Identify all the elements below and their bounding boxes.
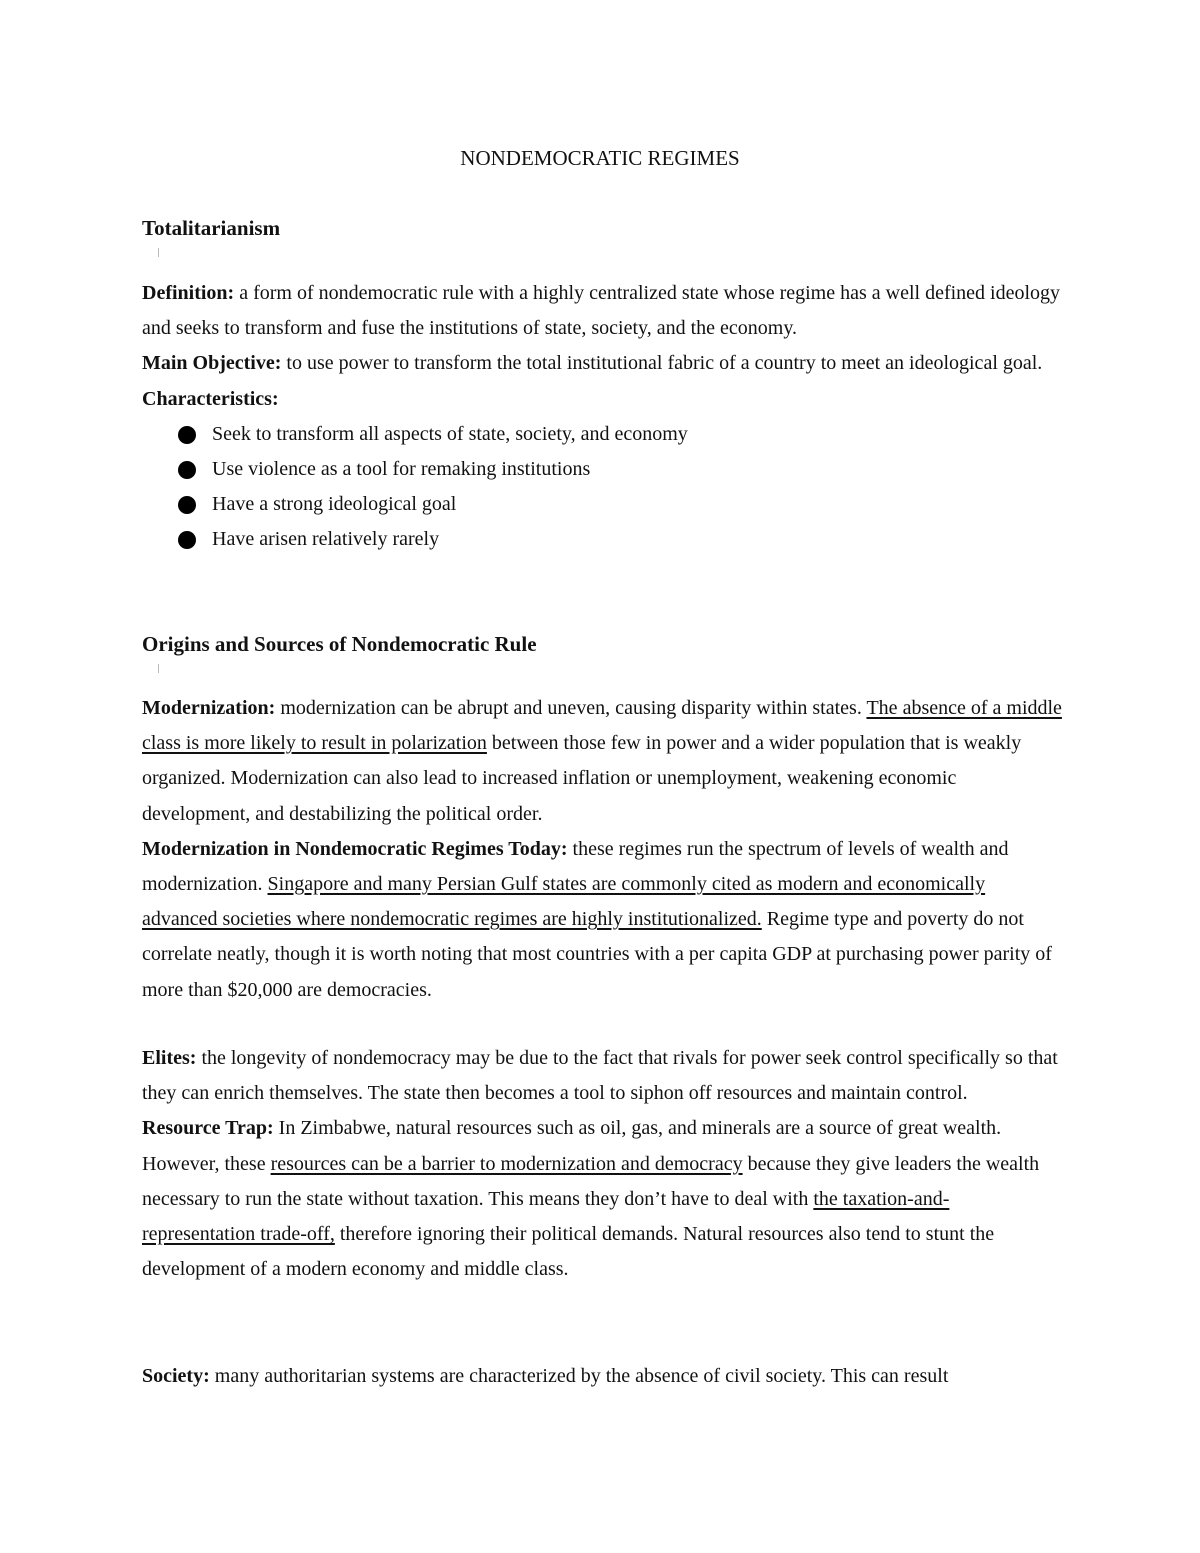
- definition-label: Definition:: [142, 282, 235, 304]
- document-title: NONDEMOCRATIC REGIMES: [460, 146, 740, 170]
- society-paragraph: [142, 1359, 1062, 1394]
- society-block: [142, 1359, 1062, 1394]
- modernization-today-label: Modernization in Nondemocratic Regimes Today:: [142, 837, 568, 860]
- text-cursor-mark: [158, 248, 159, 257]
- modernization-today-underlined-text: Singapore and many Persian Gulf states are commonly cited as modern and economically advanced societies where nondemocratic regimes are highly institutionalized.: [142, 873, 986, 931]
- modernization-today-paragraph: [142, 832, 1062, 1008]
- bullet-icon: [178, 496, 196, 514]
- resource-trap-text-1: In Zimbabwe, natural resources such as oil, gas, and minerals are a source of great wealth. However, these: [142, 1117, 1002, 1175]
- text-cursor-mark: [158, 664, 159, 673]
- modernization-text-1: modernization can be abrupt and uneven, causing disparity within states.: [275, 697, 867, 719]
- modernization-paragraph: [142, 691, 1062, 832]
- resource-trap-underlined-text-2: the taxation-and-representation trade-off,: [142, 1187, 950, 1246]
- characteristics-label: Characteristics:: [142, 387, 279, 410]
- definition-text: a form of nondemocratic rule with a highly centralized state whose regime has a well defined ideology and seeks to transform and fuse the institutions of state, society, and the economy.: [142, 282, 1061, 340]
- characteristics-paragraph: [142, 382, 1062, 417]
- heading-totalitarianism: Totalitarianism: [142, 216, 281, 240]
- elites-block: [142, 1041, 1062, 1287]
- modernization-block: [142, 691, 1062, 1008]
- elites-text: the longevity of nondemocracy may be due to the fact that rivals for power seek control specifically so that they can enrich themselves. The state then becomes a tool to siphon off resources and maintain control.: [142, 1047, 1058, 1105]
- bullet-icon: [178, 531, 196, 549]
- modernization-underlined-text: The absence of a middle class is more likely to result in polarization: [142, 697, 1062, 755]
- bullet-icon: [178, 426, 196, 444]
- modernization-today-text-2: Regime type and poverty do not correlate neatly, though it is worth noting that most countries with a per capita GDP at purchasing power parity of more than $20,000 are democracies.: [142, 908, 1052, 1001]
- resource-trap-label: Resource Trap:: [142, 1117, 274, 1140]
- resource-trap-text-3: therefore ignoring their political demands. Natural resources also tend to stunt the development of a modern economy and middle class.: [142, 1223, 995, 1281]
- elites-paragraph: [142, 1041, 1062, 1111]
- resource-trap-paragraph: [142, 1111, 1062, 1287]
- objective-text: to use power to transform the total institutional fabric of a country to meet an ideological goal.: [281, 352, 1043, 375]
- characteristics-list: [142, 417, 1062, 558]
- elites-label: Elites:: [142, 1047, 197, 1069]
- list-item-text: Have a strong ideological goal: [212, 493, 457, 516]
- list-item: [142, 522, 1062, 557]
- resource-trap-text-2: because they give leaders the wealth necessary to run the state without taxation. This means they don’t have to deal with: [142, 1152, 1040, 1210]
- list-item-text: Have arisen relatively rarely: [212, 528, 440, 551]
- list-item-text: Use violence as a tool for remaking institutions: [212, 458, 591, 481]
- modernization-today-text-1: these regimes run the spectrum of levels of wealth and modernization.: [142, 837, 1009, 896]
- definition-paragraph: [142, 276, 1062, 346]
- totalitarianism-body: [142, 276, 1062, 558]
- list-item: [142, 452, 1062, 487]
- heading-origins: Origins and Sources of Nondemocratic Rule: [142, 632, 537, 656]
- modernization-text-2: between those few in power and a wider population that is weakly organized. Modernization can also lead to increased inflation or unemployment, weakening economic development, and destabilizing the political order.: [142, 732, 1022, 825]
- objective-label: Main Objective:: [142, 352, 282, 375]
- society-label: Society:: [142, 1365, 210, 1387]
- bullet-icon: [178, 461, 196, 479]
- list-item-text: Seek to transform all aspects of state, society, and economy: [212, 422, 688, 445]
- resource-trap-underlined-text-1: resources can be a barrier to modernization and democracy: [270, 1152, 743, 1175]
- list-item: [142, 487, 1062, 522]
- modernization-label: Modernization:: [142, 697, 276, 719]
- society-text: many authoritarian systems are characterized by the absence of civil society. This can result: [209, 1365, 949, 1387]
- objective-paragraph: [142, 346, 1062, 381]
- list-item: [142, 417, 1062, 452]
